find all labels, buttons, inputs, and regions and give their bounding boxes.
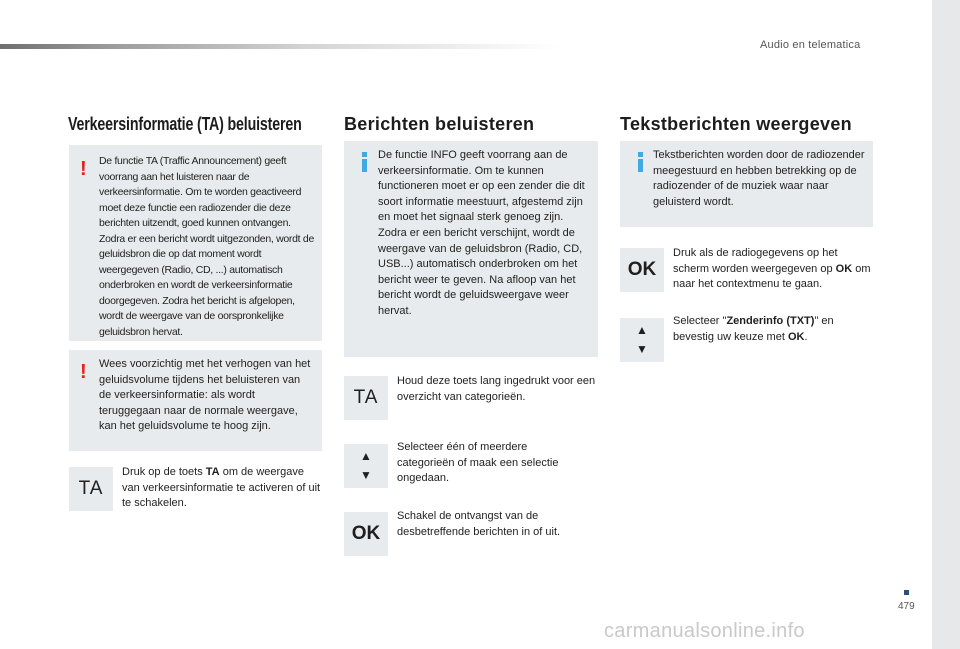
page-side-bar — [932, 0, 960, 649]
up-down-arrows-icon — [344, 444, 388, 488]
header-rule — [0, 44, 560, 49]
step-open-context-menu: Druk als de radiogegevens op het scherm worden weergegeven op OK om naar het contextmenu te gaan. — [673, 247, 871, 291]
warning-box-ta — [69, 145, 322, 341]
step-ta-toggle: Druk op de toets TA om de weergave van verkeersinformatie te activeren of uit te schakelen. — [122, 466, 321, 510]
page-marker — [904, 590, 909, 595]
info-text: De functie INFO geeft voorrang aan de verkeersinformatie. Om te kunnen functioneren moet er op een zender die dit soort informatie meestuurt, afgestemd zijn en moet het signaal sterk genoeg zijn. Zodra er een bericht verschijnt, wordt de weergave van de geluidsbron (Radio, CD, USB...) automatisch onderbroken om het bericht weer te geven. Na afloop van het bericht wordt de geluidsweergave weer hervat. — [378, 149, 585, 317]
heading-berichten: Berichten beluisteren — [344, 114, 535, 134]
info-icon — [637, 152, 644, 172]
step-select-zenderinfo: Selecteer "Zenderinfo (TXT)" en bevestig uw keuze met OK. — [673, 315, 834, 343]
up-down-arrows-icon — [620, 318, 664, 362]
warning-text: De functie TA (Traffic Announcement) geeft voorrang aan het luisteren naar de verkeersinformatie. Om te worden geactiveerd moet deze functie een radiozender die deze berichten uitzendt, goed kunnen ontvangen. Zodra er een bericht wordt uitgezonden, wordt de geluidsbron die op dat moment wordt weergegeven (Radio, CD, ...) automatisch onderbroken en wordt de verkeersinformatie doorgegeven. Zodra het bericht is afgelopen, wordt de weergave van de oorspronkelijke geluidsbron hervat. — [99, 155, 314, 338]
info-icon — [361, 152, 368, 172]
watermark: carmanualsonline.info — [604, 620, 805, 642]
step-hold-ta: Houd deze toets lang ingedrukt voor een overzicht van categorieën. — [397, 375, 596, 403]
warning-box-volume — [69, 350, 322, 451]
warning-icon: ! — [80, 361, 87, 383]
info-box-berichten — [344, 141, 598, 357]
arrow-up-icon: ▲ — [360, 449, 372, 463]
page-number: 479 — [898, 601, 915, 612]
ok-key-icon: OK — [344, 512, 388, 556]
ta-key-icon: TA — [69, 467, 113, 511]
step-toggle-reception: Schakel de ontvangst van de desbetreffende berichten in of uit. — [397, 510, 561, 538]
info-text: Tekstberichten worden door de radiozender meegestuurd en hebben betrekking op de radiozender of de muziek waar naar geluisterd wordt. — [653, 149, 865, 208]
section-title: Audio en telematica — [760, 39, 861, 51]
arrow-down-icon: ▼ — [636, 342, 648, 356]
arrow-down-icon: ▼ — [360, 468, 372, 482]
warning-text: Wees voorzichtig met het verhogen van het geluidsvolume tijdens het beluisteren van de verkeersinformatie: als wordt teruggegaan naar de normale weergave, kan het geluidsvolume te hoog zijn. — [99, 358, 311, 433]
warning-icon: ! — [80, 158, 87, 180]
ta-key-icon: TA — [344, 376, 388, 420]
arrow-up-icon: ▲ — [636, 323, 648, 337]
info-box-tekstberichten — [620, 141, 873, 227]
heading-ta: Verkeersinformatie (TA) beluisteren — [68, 114, 302, 134]
heading-tekstberichten: Tekstberichten weergeven — [620, 114, 852, 134]
ok-key-icon: OK — [620, 248, 664, 292]
step-select-categories: Selecteer één of meerdere categorieën of maak een selectie ongedaan. — [397, 441, 559, 485]
